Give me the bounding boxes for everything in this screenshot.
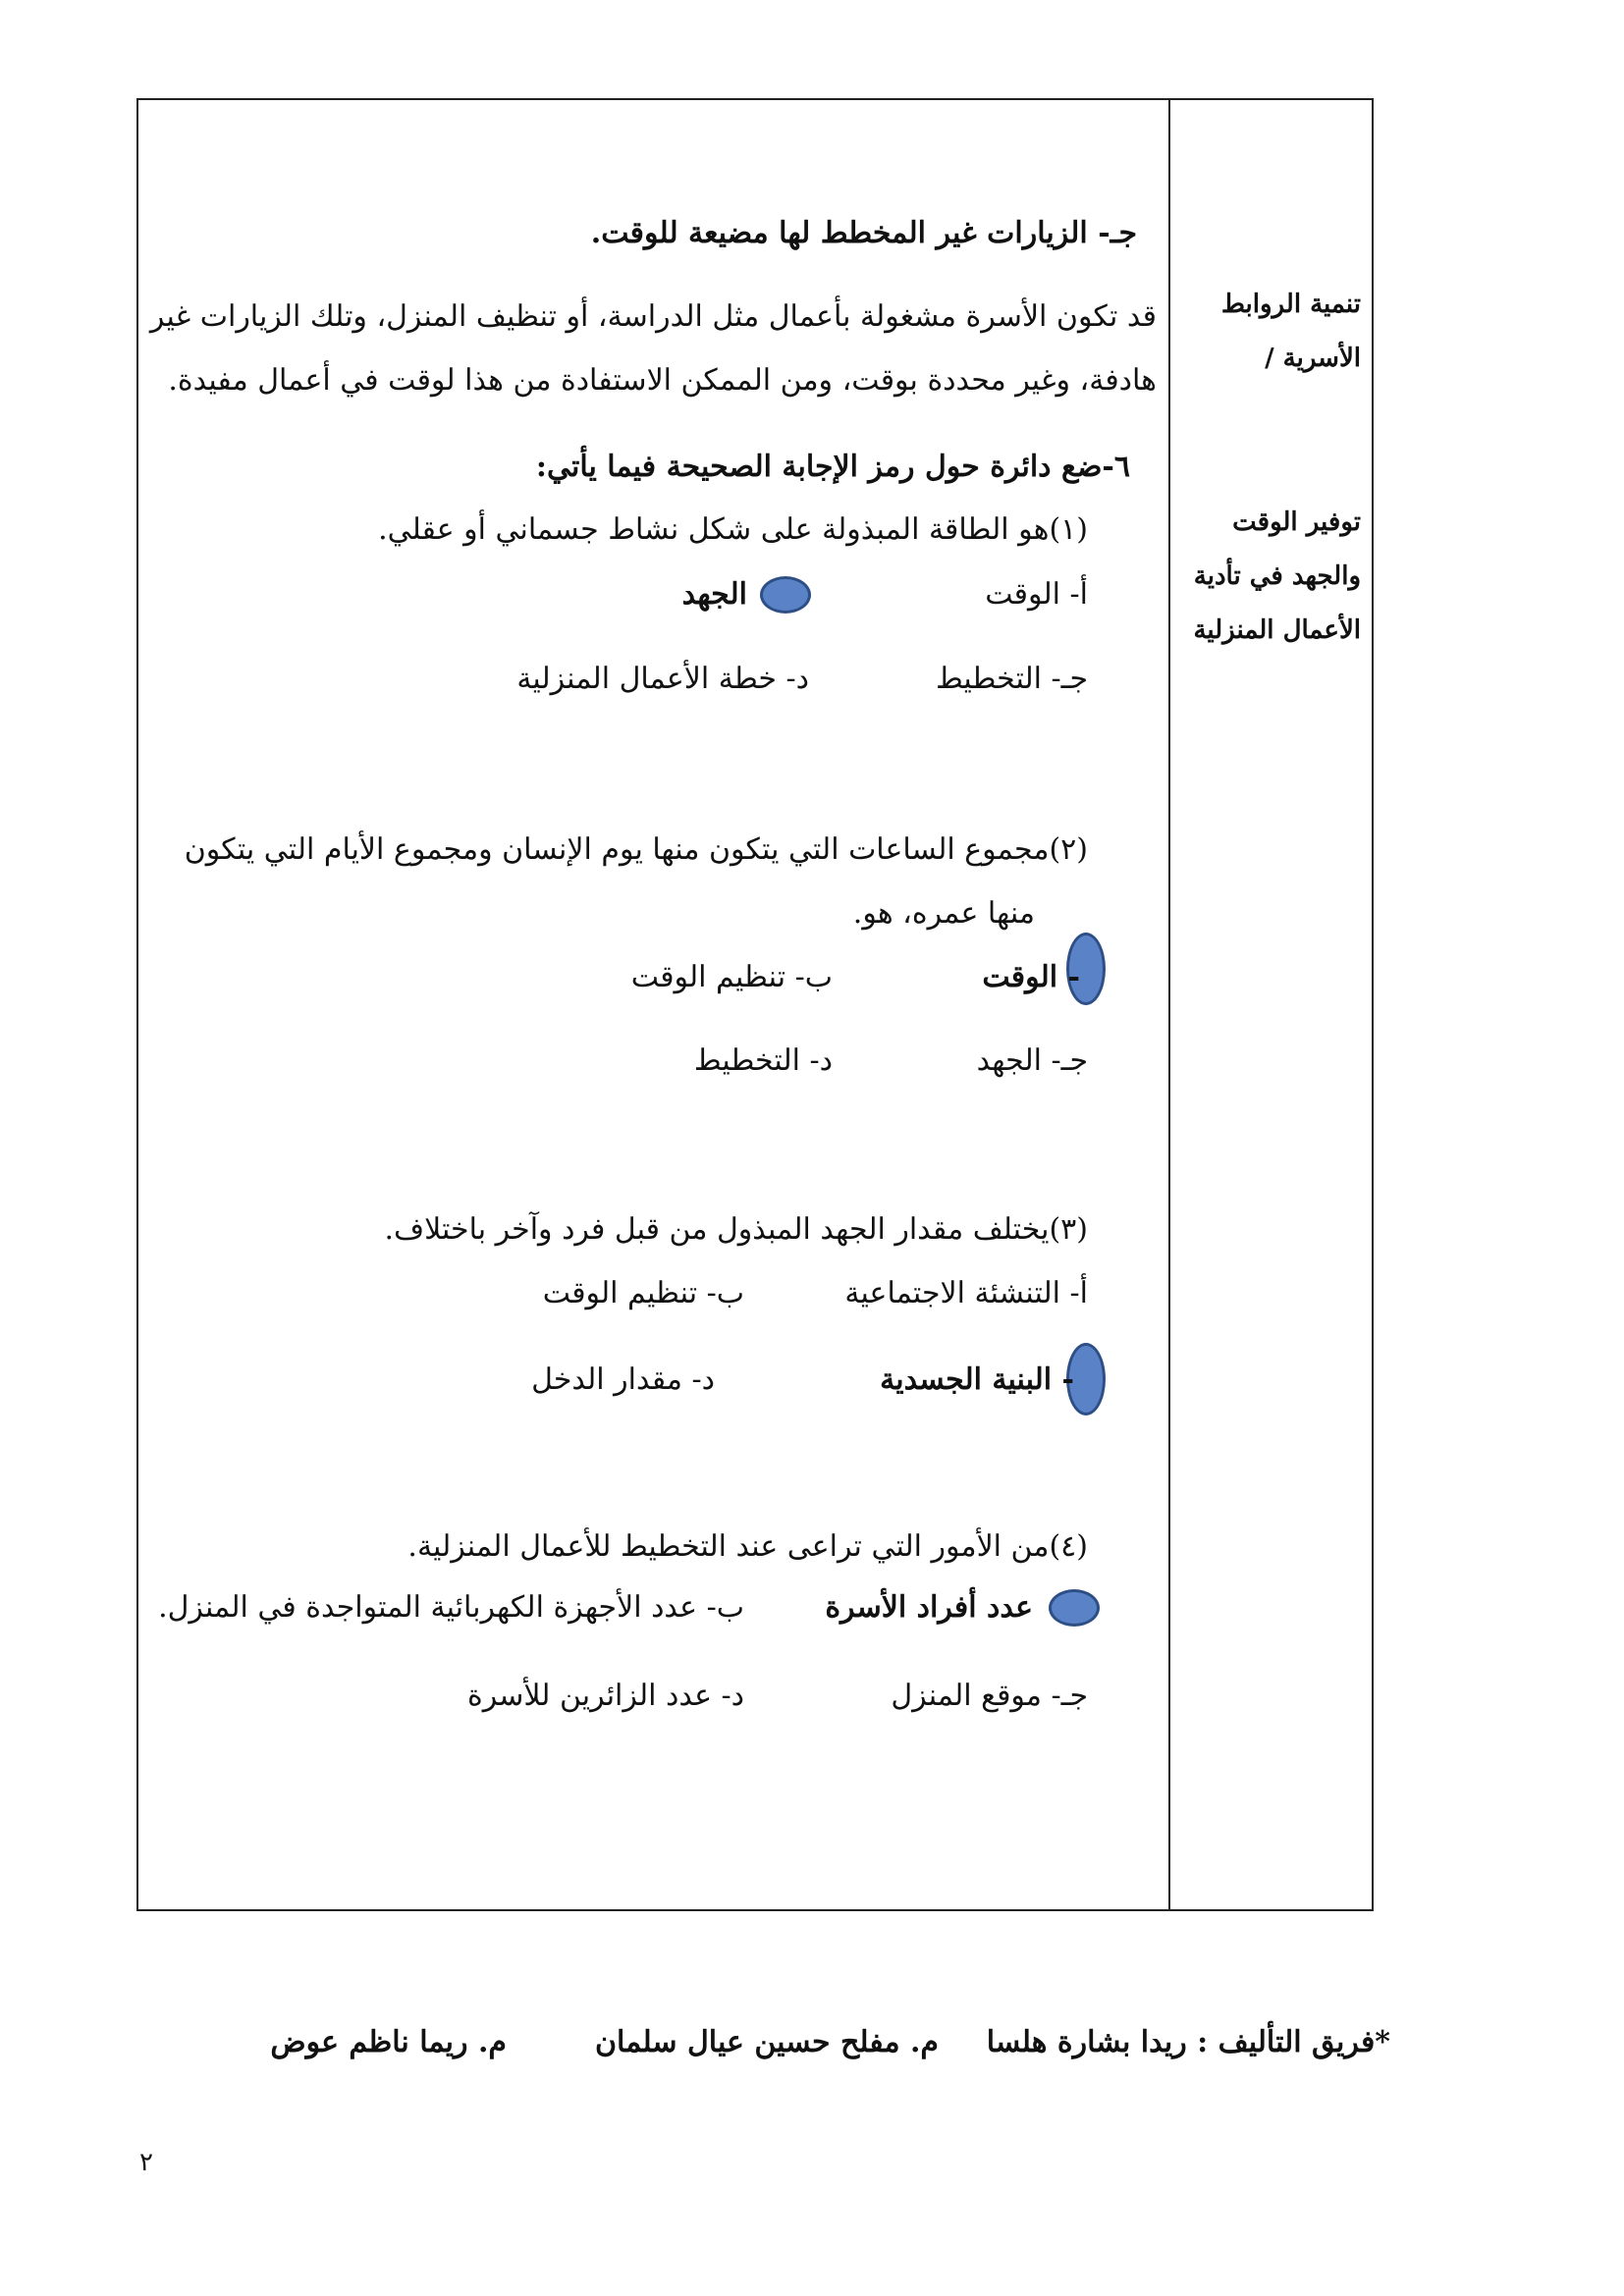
q3-option-b: ب- تنظيم الوقت (542, 1276, 744, 1310)
q4-option-d: د- عدد الزائرين للأسرة (466, 1679, 744, 1713)
q4-answer-circle (1049, 1589, 1100, 1627)
side-topic1-line2: الأسرية / (1265, 344, 1361, 373)
side-topic2-line1: توفير الوقت (1232, 507, 1361, 537)
exercise-heading: ٦-ضع دائرة حول رمز الإجابة الصحيحة فيما يأتي: (535, 450, 1130, 484)
q2-option-d: د- التخطيط (693, 1043, 833, 1078)
q1-option-c: جـ- التخطيط (935, 662, 1088, 696)
q2-stem-line1: (٢)مجموع الساعات التي يتكون منها يوم الإنسان ومجموع الأيام التي يتكون (184, 832, 1088, 867)
q2-stem-line2: منها عمره، هو. (852, 896, 1035, 931)
q2-option-c: جـ- الجهد (976, 1043, 1088, 1078)
q3-option-c: - البنية الجسدية (880, 1362, 1074, 1397)
q4-option-c: جـ- موقع المنزل (891, 1679, 1088, 1713)
q3-stem: (٣)يختلف مقدار الجهد المبذول من قبل فرد وآخر باختلاف. (384, 1212, 1088, 1247)
q4-option-a: عدد أفراد الأسرة (825, 1590, 1033, 1625)
column-divider (1168, 98, 1170, 1911)
q2-option-a: - الوقت (982, 960, 1080, 994)
section-c-para-line1: قد تكون الأسرة مشغولة بأعمال مثل الدراسة، أو تنظيف المنزل، وتلك الزيارات غير (149, 299, 1157, 334)
q3-option-a: أ- التنشئة الاجتماعية (844, 1276, 1088, 1310)
authors-label: *فريق التأليف : ريدا بشارة هلسا (986, 2025, 1390, 2059)
q4-stem: (٤)من الأمور التي تراعى عند التخطيط للأعمال المنزلية. (407, 1529, 1088, 1564)
side-topic2-line3: الأعمال المنزلية (1193, 615, 1361, 645)
q1-option-a: أ- الوقت (985, 577, 1088, 612)
q4-option-b: ب- عدد الأجهزة الكهربائية المتواجدة في المنزل. (158, 1590, 744, 1625)
section-c-heading: جـ- الزيارات غير المخطط لها مضيعة للوقت. (590, 216, 1137, 250)
section-c-para-line2: هادفة، وغير محددة بوقت، ومن الممكن الاستفادة من هذا لوقت في أعمال مفيدة. (168, 363, 1157, 398)
author-2: م. مفلح حسين عيال سلمان (594, 2025, 939, 2059)
q1-option-d: د- خطة الأعمال المنزلية (516, 662, 809, 696)
q1-answer-circle (760, 576, 811, 614)
author-3: م. ريما ناظم عوض (270, 2025, 507, 2059)
q1-stem: (١)هو الطاقة المبذولة على شكل نشاط جسماني أو عقلي. (378, 512, 1088, 547)
q1-option-b: الجهد (681, 577, 747, 612)
side-topic1-line1: تنمية الروابط (1220, 290, 1361, 319)
q3-option-d: د- مقدار الدخل (531, 1362, 715, 1397)
page-number: ٢ (139, 2148, 153, 2177)
q2-option-b: ب- تنظيم الوقت (630, 960, 833, 994)
side-topic2-line2: والجهد في تأدية (1193, 561, 1361, 591)
